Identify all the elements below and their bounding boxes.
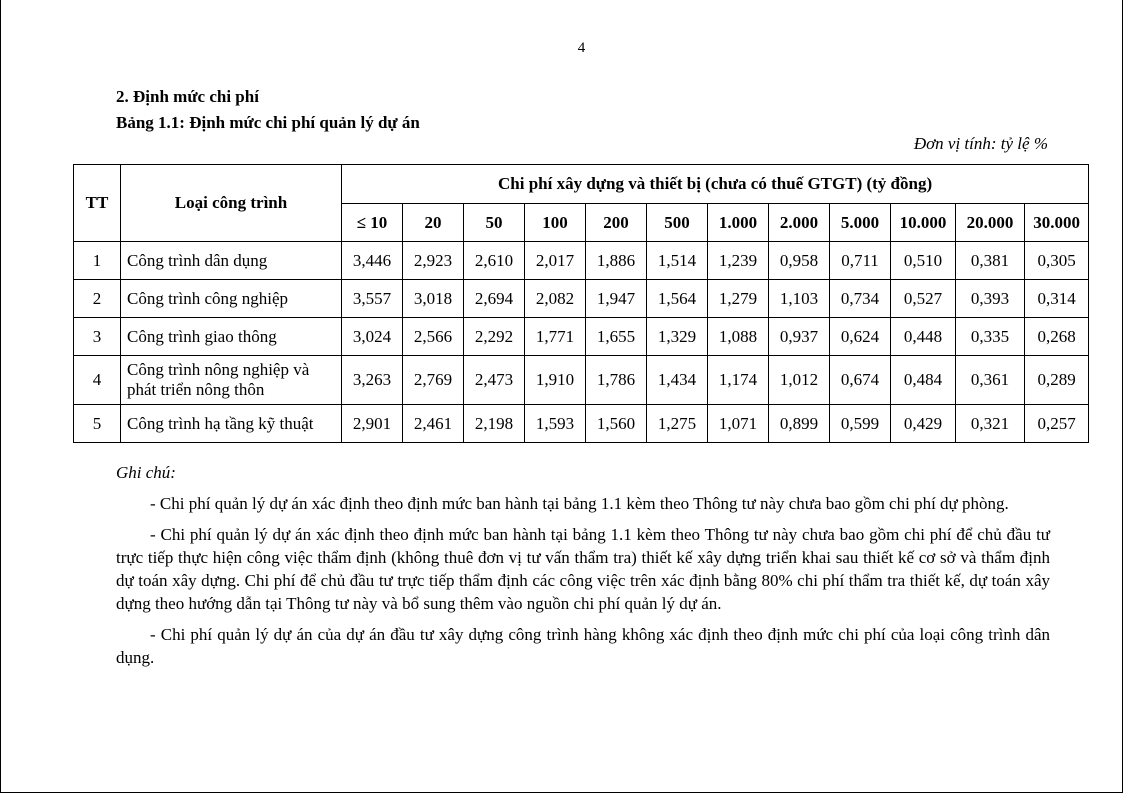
- rate-cell: 2,292: [464, 318, 525, 356]
- header-cost-group: Chi phí xây dựng và thiết bị (chưa có thuế GTGT) (tỷ đồng): [342, 165, 1089, 204]
- rate-cell: 0,314: [1025, 280, 1089, 318]
- table-body: [74, 242, 1089, 443]
- row-number: 1: [74, 242, 121, 280]
- header-tt: TT: [74, 165, 121, 242]
- rate-cell: 3,557: [342, 280, 403, 318]
- header-row: [74, 165, 1089, 204]
- scale-header: 20: [403, 204, 464, 242]
- rate-cell: 0,335: [956, 318, 1025, 356]
- rate-cell: 2,198: [464, 405, 525, 443]
- rate-cell: 1,071: [708, 405, 769, 443]
- rate-cell: 3,024: [342, 318, 403, 356]
- rate-cell: 1,593: [525, 405, 586, 443]
- note-item: - Chi phí quản lý dự án xác định theo định mức ban hành tại bảng 1.1 kèm theo Thông tư này chưa bao gồm chi phí để chủ đầu tư trực tiếp thực hiện công việc thẩm định (không thuê đơn vị tư vấn thẩm tra) thiết kế xây dựng triển khai sau thiết kế cơ sở và thẩm định dự toán xây dựng. Chi phí để chủ đầu tư trực tiếp thẩm định các công việc trên xác định bằng 80% chi phí thẩm tra thiết kế, dự toán xây dựng theo hướng dẫn tại Thông tư này và bổ sung thêm vào nguồn chi phí quản lý dự án.: [116, 525, 1050, 613]
- rate-cell: 0,674: [830, 356, 891, 405]
- rate-cell: 2,610: [464, 242, 525, 280]
- rate-cell: 1,655: [586, 318, 647, 356]
- unit-label: Đơn vị tính: tỷ lệ %: [913, 134, 1048, 153]
- rate-cell: 0,257: [1025, 405, 1089, 443]
- rate-cell: 0,381: [956, 242, 1025, 280]
- scale-header: 10.000: [891, 204, 956, 242]
- rate-cell: 1,012: [769, 356, 830, 405]
- table-row: [74, 356, 1089, 405]
- table-row: [74, 280, 1089, 318]
- rate-cell: 0,321: [956, 405, 1025, 443]
- rate-cell: 2,923: [403, 242, 464, 280]
- row-number: 3: [74, 318, 121, 356]
- rate-cell: 3,446: [342, 242, 403, 280]
- rate-cell: 1,771: [525, 318, 586, 356]
- rate-cell: 2,461: [403, 405, 464, 443]
- table-row: [74, 242, 1089, 280]
- rate-cell: 2,082: [525, 280, 586, 318]
- row-number: 4: [74, 356, 121, 405]
- row-number: 2: [74, 280, 121, 318]
- rate-cell: 1,910: [525, 356, 586, 405]
- rate-cell: 0,958: [769, 242, 830, 280]
- rate-cell: 0,711: [830, 242, 891, 280]
- note-item: - Chi phí quản lý dự án xác định theo định mức ban hành tại bảng 1.1 kèm theo Thông tư này chưa bao gồm chi phí dự phòng.: [150, 494, 1009, 513]
- rate-cell: 3,018: [403, 280, 464, 318]
- rate-cell: 1,088: [708, 318, 769, 356]
- notes-title: Ghi chú:: [116, 463, 176, 482]
- scale-header: ≤ 10: [342, 204, 403, 242]
- scale-header: 50: [464, 204, 525, 242]
- rate-cell: 0,393: [956, 280, 1025, 318]
- rate-cell: 2,694: [464, 280, 525, 318]
- cost-norm-table: [73, 164, 1089, 443]
- rate-cell: 0,305: [1025, 242, 1089, 280]
- rate-cell: 1,275: [647, 405, 708, 443]
- rate-cell: 1,514: [647, 242, 708, 280]
- scale-header: 5.000: [830, 204, 891, 242]
- project-type-cell: Công trình dân dụng: [121, 242, 342, 280]
- section-title: 2. Định mức chi phí: [116, 87, 259, 106]
- rate-cell: 0,510: [891, 242, 956, 280]
- rate-cell: 0,527: [891, 280, 956, 318]
- scale-header: 2.000: [769, 204, 830, 242]
- rate-cell: 0,484: [891, 356, 956, 405]
- project-type-cell: Công trình giao thông: [121, 318, 342, 356]
- scale-header: 30.000: [1025, 204, 1089, 242]
- rate-cell: 1,886: [586, 242, 647, 280]
- header-type: Loại công trình: [121, 165, 342, 242]
- rate-cell: 1,103: [769, 280, 830, 318]
- scale-header: 500: [647, 204, 708, 242]
- rate-cell: 1,564: [647, 280, 708, 318]
- rate-cell: 0,899: [769, 405, 830, 443]
- rate-cell: 1,560: [586, 405, 647, 443]
- rate-cell: 1,947: [586, 280, 647, 318]
- rate-cell: 2,473: [464, 356, 525, 405]
- rate-cell: 1,786: [586, 356, 647, 405]
- page-number: 4: [577, 40, 586, 56]
- rate-cell: 0,429: [891, 405, 956, 443]
- rate-cell: 0,268: [1025, 318, 1089, 356]
- row-number: 5: [74, 405, 121, 443]
- rate-cell: 2,901: [342, 405, 403, 443]
- rate-cell: 3,263: [342, 356, 403, 405]
- rate-cell: 0,448: [891, 318, 956, 356]
- scale-header: 20.000: [956, 204, 1025, 242]
- rate-cell: 0,599: [830, 405, 891, 443]
- rate-cell: 1,174: [708, 356, 769, 405]
- table-row: [74, 405, 1089, 443]
- project-type-cell: Công trình nông nghiệp và phát triển nông thôn: [121, 356, 342, 405]
- rate-cell: 0,289: [1025, 356, 1089, 405]
- rate-cell: 0,937: [769, 318, 830, 356]
- rate-cell: 2,017: [525, 242, 586, 280]
- rate-cell: 0,734: [830, 280, 891, 318]
- note-item: - Chi phí quản lý dự án của dự án đầu tư xây dựng công trình hàng không xác định theo định mức chi phí của loại công trình dân dụng.: [116, 625, 1050, 667]
- rate-cell: 1,279: [708, 280, 769, 318]
- notes-list: [116, 492, 1050, 677]
- table-title: Bảng 1.1: Định mức chi phí quản lý dự án: [116, 113, 420, 132]
- scale-header: 100: [525, 204, 586, 242]
- rate-cell: 0,361: [956, 356, 1025, 405]
- project-type-cell: Công trình công nghiệp: [121, 280, 342, 318]
- rate-cell: 0,624: [830, 318, 891, 356]
- rate-cell: 1,329: [647, 318, 708, 356]
- scale-header: 200: [586, 204, 647, 242]
- rate-cell: 1,434: [647, 356, 708, 405]
- project-type-cell: Công trình hạ tầng kỹ thuật: [121, 405, 342, 443]
- rate-cell: 2,566: [403, 318, 464, 356]
- rate-cell: 2,769: [403, 356, 464, 405]
- table-row: [74, 318, 1089, 356]
- rate-cell: 1,239: [708, 242, 769, 280]
- scale-header: 1.000: [708, 204, 769, 242]
